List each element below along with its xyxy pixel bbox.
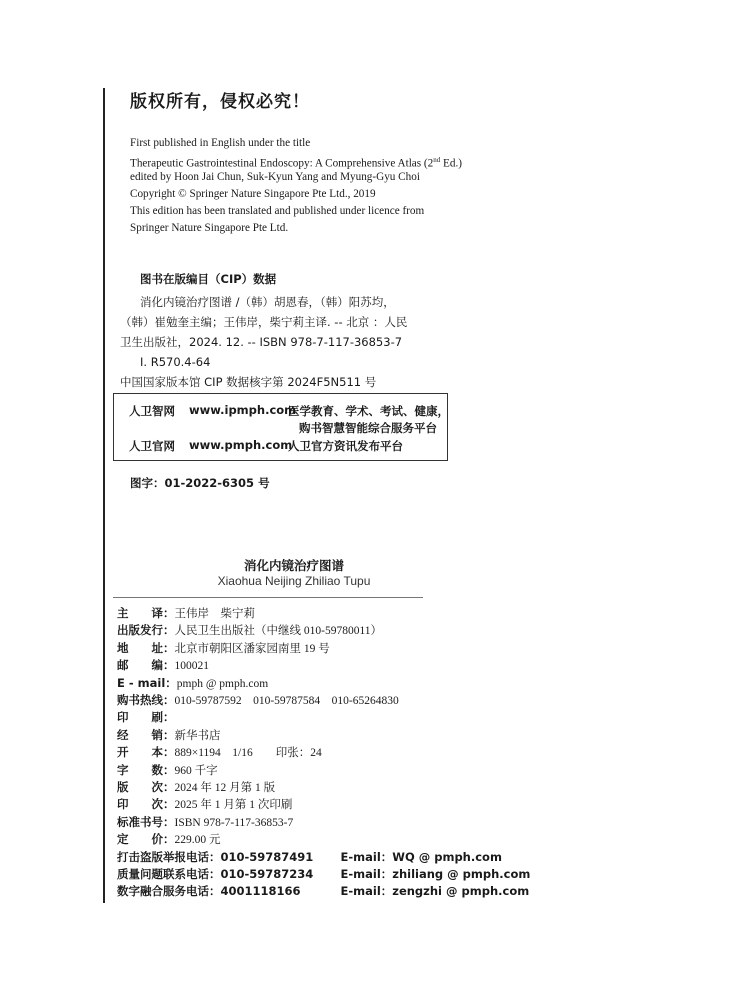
info-value: 2025 年 1 月第 1 次印刷: [174, 799, 293, 812]
info-row: [117, 657, 209, 673]
credit-line: Springer Nature Singapore Pte Ltd.: [130, 222, 289, 234]
credit-line: edited by Hoon Jai Chun, Suk-Kyun Yang and Myung-Gyu Choi: [130, 171, 420, 183]
cip-line: 消化内镜治疗图谱 /（韩）胡恩春，（韩）阳苏均，: [140, 295, 395, 309]
info-row: [117, 814, 293, 830]
info-label: 定 价：: [117, 832, 175, 847]
info-label: 印 次：: [117, 797, 175, 812]
info-value: 229.00 元: [174, 834, 221, 847]
cip-line: 卫生出版社，2024. 12. -- ISBN 978-7-117-36853-7: [120, 335, 403, 349]
info-value: 889×1194 1/16 印张：24: [174, 747, 322, 760]
platform-description: 人卫官方资讯发布平台: [288, 439, 403, 453]
info-value: 010-59787592 010-59787584 010-65264830: [174, 695, 399, 707]
cip-line: （韩）崔勉奎主编；王伟岸，柴宁莉主译. -- 北京 ：人民: [120, 315, 408, 329]
hotline-phone: 010-59787491: [220, 849, 314, 864]
info-row: [117, 831, 221, 847]
hotline-label: 打击盗版举报电话：: [117, 849, 221, 864]
info-label: 版 次：: [117, 780, 175, 794]
credit-title-text: Therapeutic Gastrointestinal Endoscopy: A Comprehensive Atlas (2: [130, 157, 434, 170]
platform-name: 人卫智网: [129, 404, 175, 418]
info-value: 北京市朝阳区潘家园南里 19 号: [174, 642, 330, 655]
info-row: [117, 605, 255, 621]
hotline-email[interactable]: E-mail：WQ @ pmph.com: [340, 849, 502, 864]
copyright-notice: 版权所有，侵权必究！: [130, 92, 310, 112]
cip-heading: 图书在版编目（CIP）数据: [140, 272, 277, 286]
hotline-email[interactable]: E-mail：zhiliang @ pmph.com: [340, 867, 531, 881]
info-label: 开 本：: [117, 745, 175, 760]
hotline-row: [117, 849, 502, 865]
info-label: 主 译：: [117, 606, 175, 620]
info-label: 出版发行：: [117, 623, 175, 638]
hotline-email[interactable]: E-mail：zengzhi @ pmph.com: [340, 884, 530, 899]
credit-line: First published in English under the title: [130, 137, 311, 149]
info-row: [117, 796, 292, 812]
platform-name: 人卫官网: [129, 439, 175, 453]
info-label: E - mail：: [117, 675, 177, 690]
hotline-phone: 010-59787234: [220, 867, 314, 881]
info-value: 人民卫生出版社（中继线 010-59780011）: [174, 625, 383, 638]
platform-url[interactable]: www.pmph.com: [189, 438, 293, 452]
credit-line: Copyright © Springer Nature Singapore Pte Ltd., 2019: [130, 188, 376, 200]
info-row: [117, 727, 221, 743]
info-label: 字 数：: [117, 762, 175, 777]
info-value: 王伟岸 柴宁莉: [174, 608, 255, 620]
info-row: [117, 692, 399, 708]
hotline-row: [117, 883, 529, 899]
platform-description: 医学教育、学术、考试、健康，: [288, 404, 449, 418]
platform-description: 购书智慧智能综合服务平台: [299, 421, 437, 435]
info-row: [117, 622, 382, 638]
info-row: [117, 709, 175, 725]
info-row: [117, 762, 218, 778]
info-label: 地 址：: [117, 640, 175, 655]
info-row: [117, 779, 275, 795]
hotline-label: 数字融合服务电话：: [117, 884, 221, 899]
edition-tail: Ed.): [440, 157, 462, 170]
info-label: 购书热线：: [117, 693, 175, 707]
info-value: ISBN 978-7-117-36853-7: [174, 816, 294, 829]
hotline-phone: 4001118166: [220, 884, 301, 899]
platform-url[interactable]: www.ipmph.com: [189, 403, 297, 417]
info-row: [117, 640, 330, 656]
figure-number: 图字：01-2022-6305 号: [130, 476, 270, 490]
info-value: pmph @ pmph.com: [176, 677, 269, 690]
info-row: [117, 744, 322, 760]
info-label: 标准书号：: [117, 814, 175, 829]
hotline-row: [117, 866, 530, 882]
info-label: 印 刷：: [117, 710, 175, 725]
info-value: 2024 年 12 月第 1 版: [174, 782, 276, 794]
book-pinyin: Xiaohua Neijing Zhiliao Tupu: [217, 574, 371, 588]
info-value: 960 千字: [174, 764, 218, 777]
cip-line: Ⅰ. R570.4-64: [140, 355, 211, 369]
info-label: 经 销：: [117, 727, 175, 742]
left-margin-rule: [103, 88, 105, 903]
info-row: [117, 675, 268, 691]
edition-superscript: nd: [433, 156, 441, 164]
info-value: 新华书店: [174, 729, 221, 742]
credit-line: This edition has been translated and published under licence from: [130, 205, 425, 217]
platform-box: [113, 393, 448, 461]
hotline-label: 质量问题联系电话：: [117, 867, 221, 881]
cip-line: 中国国家版本馆 CIP 数据核字第 2024F5N511 号: [120, 375, 377, 389]
info-value: 100021: [174, 660, 209, 673]
info-label: 邮 编：: [117, 658, 175, 673]
divider: [113, 597, 423, 598]
book-title: 消化内镜治疗图谱: [243, 558, 344, 573]
